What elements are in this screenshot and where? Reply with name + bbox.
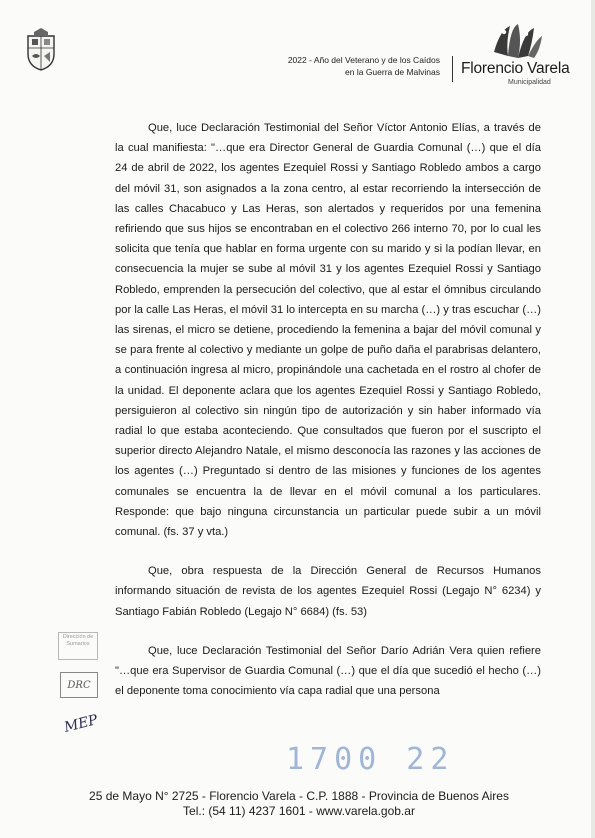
- logo-subtitle: Municipalidad: [508, 79, 551, 86]
- paragraph-testimony-elias: Que, luce Declaración Testimonial del Señor Víctor Antonio Elías, a través de la cual manifiesta: "…que era Director General de Guardia Comunal (…) que el día 24 de abril de 2022, los agentes Ezequiel Rossi y Santiago Robledo ambos a cargo del móvil 31, son asignados a la zona centro, al estar recorriendo la intersección de las calles Chacabuco y Las Heras, son alertados y requeridos por una femenina refiriendo que sus hijos se encontraban en el colectivo 266 interno 70, por lo cual les solicita que tenía que hablar en forma urgente con su marido y si la podían llevar, en consecuencia la mujer se sube al móvil 31 y los agentes Ezequiel Rossi y Santiago Robledo, emprenden la persecución del colectivo, que al estar el ómnibus circulando por la calle Las Heras, el móvil 31 lo intercepta en su marcha (…) y tras escuchar (…) las sirenas, el micro se detiene, procediendo la femenina a bajar del móvil comunal y se para frente al colectivo y mediante un golpe de puño daña el parabrisas delantero, a continuación ingresa al micro, propinándole una cachetada en el rostro al chofer de la unidad. El deponente aclara que los agentes Ezequiel Rossi y Santiago Robledo, persiguieron al colectivo sin ningún tipo de autorización y sin haber informado vía radial lo que estaba aconteciendo. Que consultados que fueron por el suscripto el superior directo Alejandro Natale, el mismo desconocía las razones y las acciones de los agentes (…) Preguntado si dentro de las misiones y funciones de los agentes comunales se encuentra la de llevar en el móvil comunal a los particulares. Responde: que bajo ninguna circunstancia un particular puede subir a un móvil comunal. (fs. 37 y vta.): [115, 122, 541, 539]
- document-body: [115, 118, 541, 701]
- folio-stamp-number: 1700 22: [286, 742, 455, 777]
- footer-address: 25 de Mayo N° 2725 - Florencio Varela - C.P. 1888 - Provincia de Buenos Aires: [89, 789, 509, 803]
- florencio-varela-logo-icon: [488, 22, 546, 62]
- paragraph-hr-response: Que, obra respuesta de la Dirección General de Recursos Humanos informando situación de revista de los agentes Ezequiel Rossi (Legajo N° 6234) y Santiago Fabián Robledo (Legajo N° 6684) (fs. 53): [115, 565, 541, 618]
- header-slogan: [238, 54, 440, 78]
- logo-name: Florencio Varela: [461, 60, 570, 77]
- page-edge: [591, 0, 595, 838]
- handwritten-initials: MEP: [62, 712, 100, 736]
- slogan-line-2: en la Guerra de Malvinas: [345, 67, 440, 77]
- margin-stamp: Dirección de Sumarios: [58, 632, 98, 660]
- municipal-crest-icon: [24, 26, 58, 72]
- margin-initials-box: DRC: [60, 672, 98, 698]
- paragraph-testimony-vera: Que, luce Declaración Testimonial del Señor Darío Adrián Vera quien refiere "…que era Supervisor de Guardia Comunal (…) que el día que sucedió el hecho (…) el deponente toma conocimiento vía capa radial que una persona: [115, 644, 541, 698]
- footer-contact: Tel.: (54 11) 4237 1601 - www.varela.gob.ar: [183, 804, 415, 818]
- slogan-line-1: 2022 - Año del Veterano y de los Caídos: [287, 55, 440, 65]
- header-divider: [452, 56, 453, 82]
